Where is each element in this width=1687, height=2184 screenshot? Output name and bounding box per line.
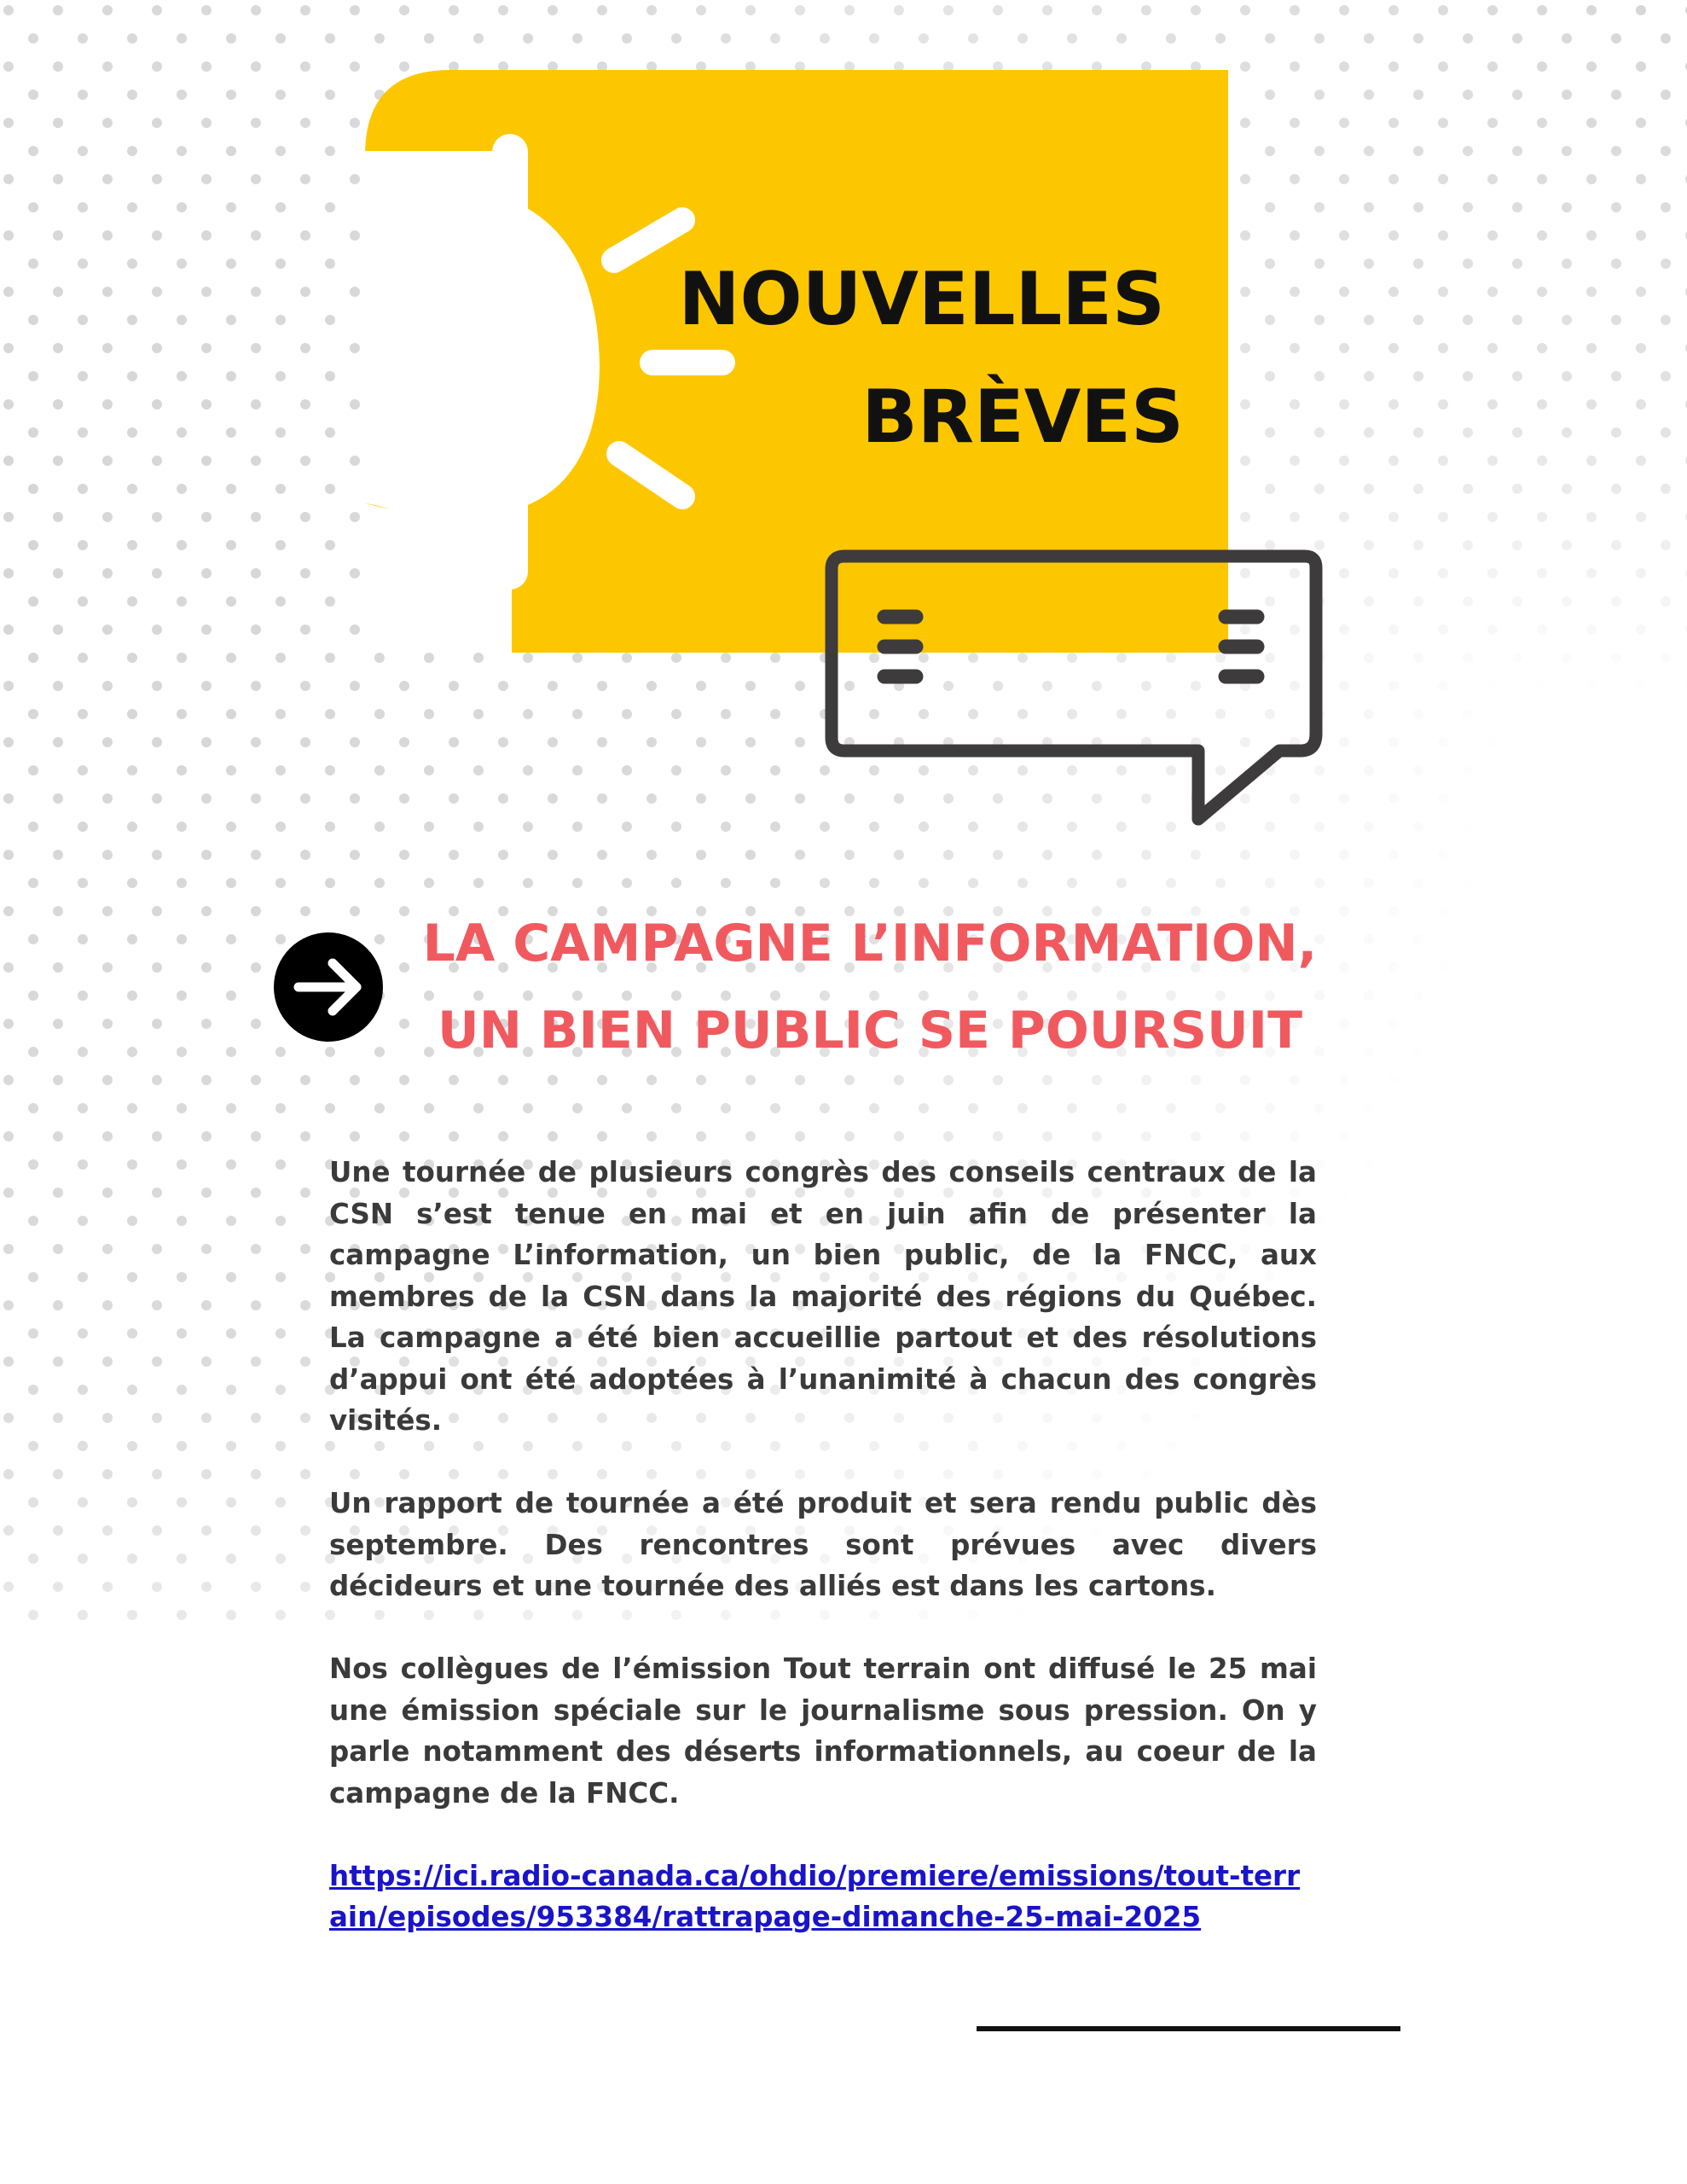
section-title-line2: BRÈVES <box>861 375 1184 460</box>
header-illustration <box>0 0 1687 853</box>
radio-canada-episode-link[interactable]: https://ici.radio-canada.ca/ohdio/premiere/emissions/tout-terrain/episodes/953384/rattrapage-dimanche-25-mai-2025 <box>329 1859 1301 1933</box>
article-headline: LA CAMPAGNE L’INFORMATION, UN BIEN PUBLIC SE POURSUIT <box>422 914 1318 1060</box>
bottom-divider <box>977 2026 1400 2031</box>
article-paragraph-1: Une tournée de plusieurs congrès des conseils centraux de la CSN s’est tenue en mai et en juin afin de présenter la campagne L’information, un bien public, de la FNCC, aux membres de la CSN dans la majorité des régions du Québec. La campagne a été bien accueillie partout et des résolutions d’appui ont été adoptées à l’unanimité à chacun des congrès visités. <box>329 1156 1317 1437</box>
arrow-right-icon[interactable] <box>273 932 384 1043</box>
article-paragraph-3: Nos collègues de l’émission Tout terrain ont diffusé le 25 mai une émission spéciale sur le journalisme sous pression. On y parle notamment des déserts informationnels, au coeur de la campagne de la FNCC. <box>329 1653 1317 1809</box>
article-body <box>329 1152 1317 1979</box>
section-title-line1: NOUVELLES <box>678 257 1165 342</box>
article-paragraph-2: Un rapport de tournée a été produit et sera rendu public dès septembre. Des rencontres sont prévues avec divers décideurs et une tournée des alliés est dans les cartons. <box>329 1487 1317 1602</box>
article-link-paragraph <box>329 1856 1317 1938</box>
